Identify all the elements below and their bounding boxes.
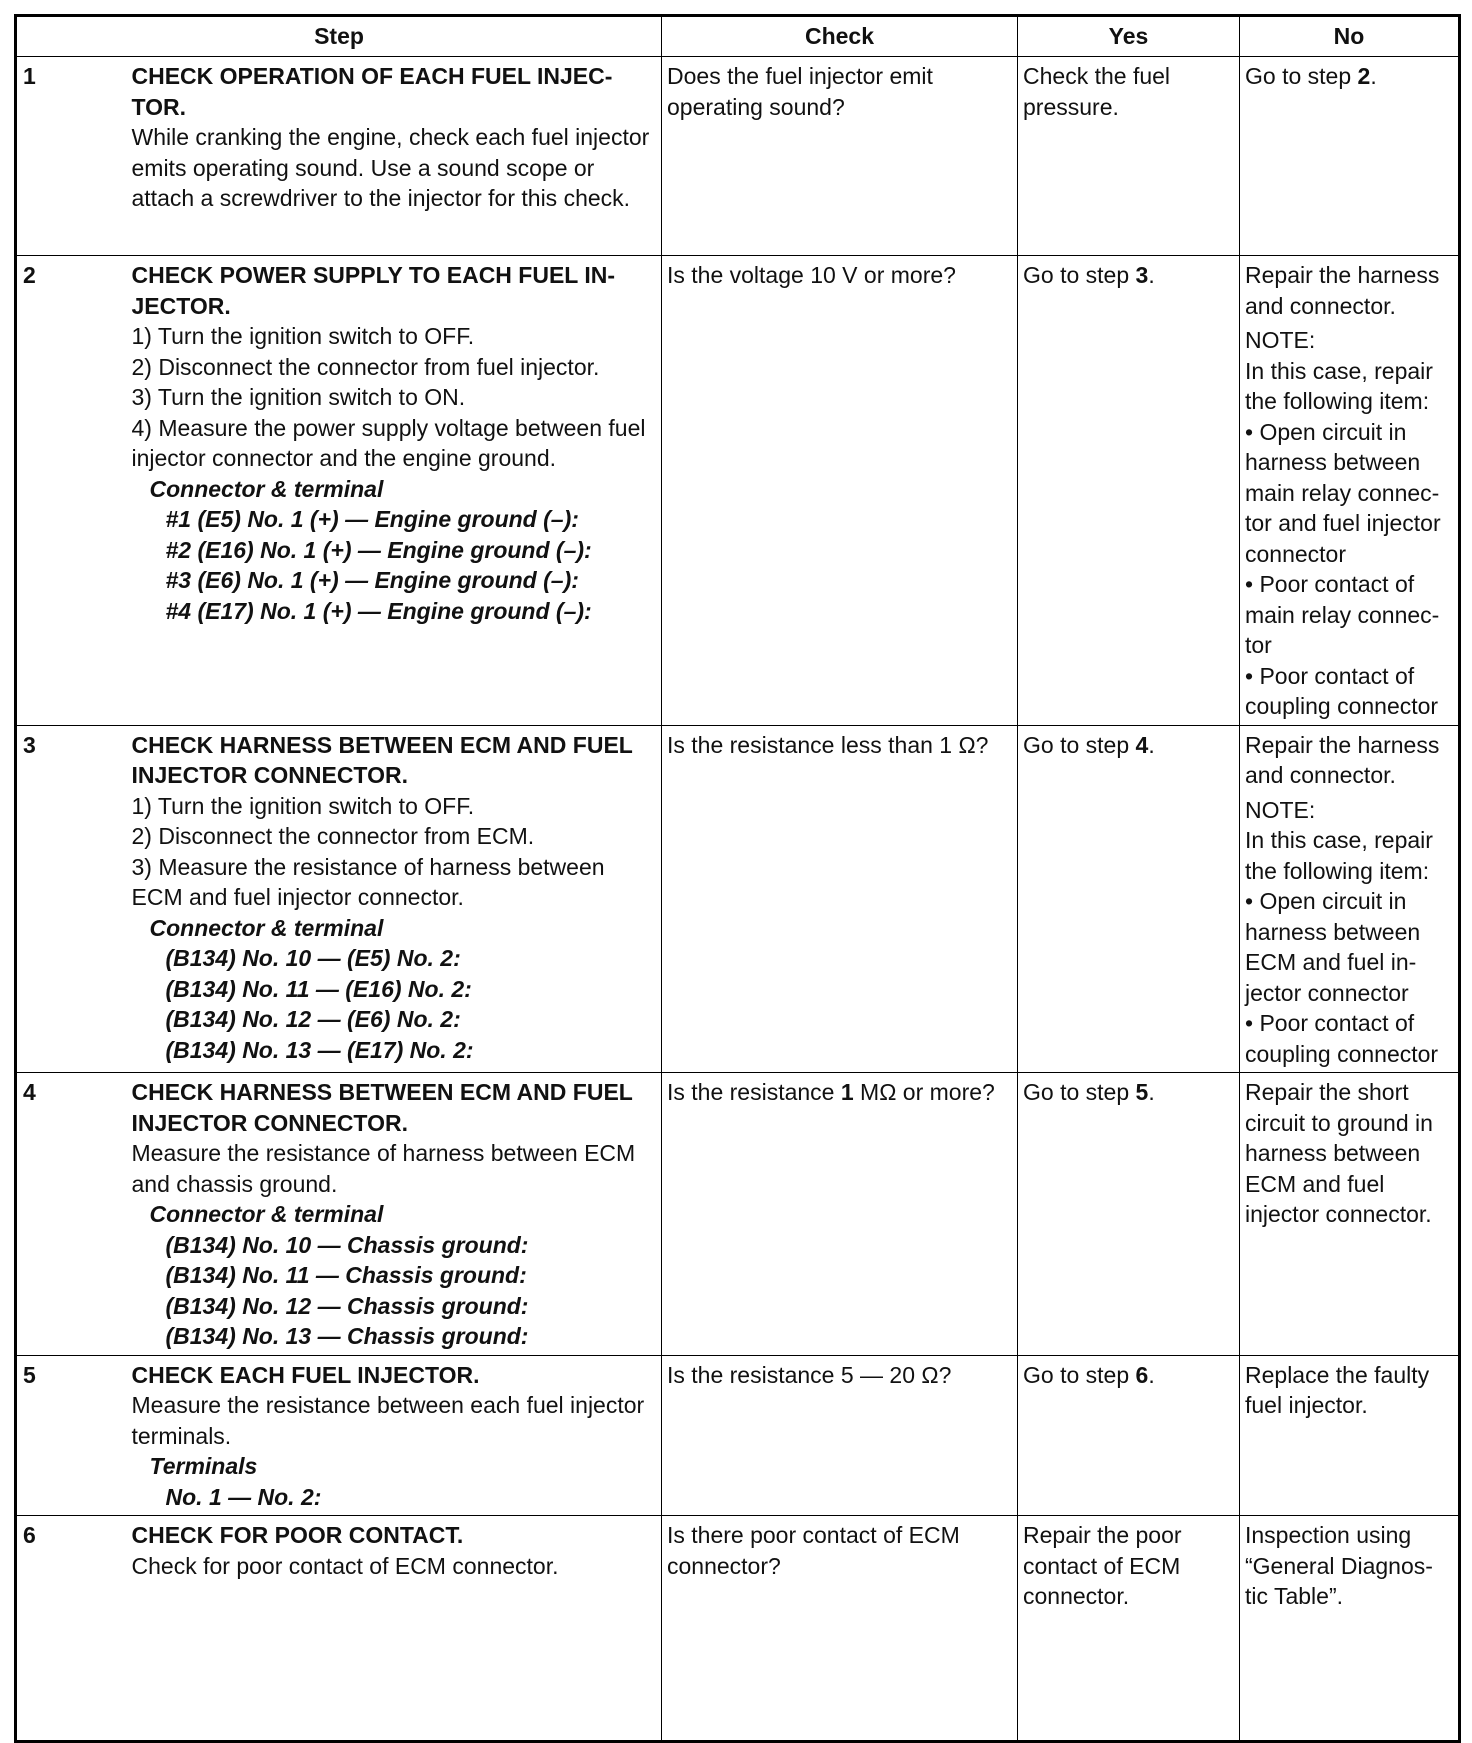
note-intro: In this case, repair the following item: bbox=[1245, 827, 1433, 884]
step-instruction: 2) Disconnect the connector from ECM. bbox=[131, 823, 535, 849]
step-number: 4 bbox=[16, 1073, 128, 1356]
step-cell bbox=[128, 1073, 662, 1356]
yes-step-ref: 5 bbox=[1135, 1079, 1149, 1105]
note-item: • Poor contact of coupling connector bbox=[1245, 1010, 1439, 1067]
note-label: NOTE: bbox=[1245, 796, 1316, 823]
yes-cell: Check the fuel pressure. bbox=[1018, 57, 1240, 256]
note-item: • Poor contact of coupling connector bbox=[1245, 662, 1439, 719]
yes-step-ref: 6 bbox=[1135, 1361, 1149, 1388]
connector-terminal-line: (B134) No. 11 — (E16) No. 2: bbox=[165, 975, 472, 1002]
connector-terminal-line: (B134) No. 11 — Chassis ground: bbox=[165, 1262, 527, 1288]
yes-step-ref: 3 bbox=[1135, 262, 1149, 288]
no-action: Repair the harness and connector. bbox=[1245, 262, 1440, 319]
note-item: • Open circuit in harness between ECM and fuel in-jector connector bbox=[1245, 888, 1421, 1006]
no-cell bbox=[1240, 725, 1460, 1073]
step-cell bbox=[128, 1516, 662, 1742]
diagnostic-table-sheet bbox=[14, 14, 1458, 1743]
step-number: 6 bbox=[16, 1516, 128, 1742]
note-label: NOTE: bbox=[1245, 327, 1316, 353]
step-title: CHECK POWER SUPPLY TO EACH FUEL IN-JECTOR. bbox=[131, 262, 615, 319]
step-instruction: 2) Disconnect the connector from fuel injector. bbox=[131, 353, 600, 380]
step-instruction: 4) Measure the power supply voltage between fuel injector connector and the engine ground. bbox=[131, 414, 646, 471]
step-title: CHECK HARNESS BETWEEN ECM AND FUEL INJECTOR CONNECTOR. bbox=[131, 731, 633, 788]
connector-terminal-label: Connector & terminal bbox=[149, 914, 384, 941]
table-row bbox=[16, 1355, 1460, 1516]
note-item: • Open circuit in harness between main relay connec-tor and fuel injector connector bbox=[1245, 418, 1441, 567]
yes-step-ref: 4 bbox=[1135, 731, 1149, 758]
step-cell bbox=[128, 1355, 662, 1516]
step-cell bbox=[128, 725, 662, 1073]
no-step-ref: 2 bbox=[1357, 63, 1371, 89]
no-cell: Go to step 2. bbox=[1240, 57, 1460, 256]
check-cell: Does the fuel injector emit operating sound? bbox=[662, 57, 1018, 256]
step-instruction: 3) Measure the resistance of harness between ECM and fuel injector connector. bbox=[131, 853, 605, 910]
step-instruction: While cranking the engine, check each fuel injector emits operating sound. Use a sound scope or attach a screwdriver to the injector for this check. bbox=[131, 124, 650, 211]
check-cell: Is the resistance 5 — 20 Ω? bbox=[662, 1355, 1018, 1516]
check-cell: Is the resistance 1 MΩ or more? bbox=[662, 1073, 1018, 1356]
step-title: CHECK FOR POOR CONTACT. bbox=[131, 1522, 464, 1548]
connector-terminal-line: #3 (E6) No. 1 (+) — Engine ground (–): bbox=[165, 567, 579, 593]
yes-cell: Go to step 5. bbox=[1018, 1073, 1240, 1356]
terminals-label: Terminals bbox=[149, 1453, 258, 1479]
terminals-line: No. 1 — No. 2: bbox=[165, 1483, 322, 1510]
yes-cell: Go to step 3. bbox=[1018, 256, 1240, 726]
step-instruction: 1) Turn the ignition switch to OFF. bbox=[131, 323, 475, 349]
header-yes: Yes bbox=[1018, 16, 1240, 57]
yes-cell: Go to step 4. bbox=[1018, 725, 1240, 1073]
step-cell bbox=[128, 256, 662, 726]
step-title: CHECK OPERATION OF EACH FUEL INJEC-TOR. bbox=[131, 63, 613, 120]
table-row bbox=[16, 1516, 1460, 1742]
step-instruction: Measure the resistance of harness between ECM and chassis ground. bbox=[131, 1140, 636, 1197]
step-instruction: Check for poor contact of ECM connector. bbox=[131, 1552, 559, 1579]
check-cell: Is there poor contact of ECM connector? bbox=[662, 1516, 1018, 1742]
check-cell: Is the voltage 10 V or more? bbox=[662, 256, 1018, 726]
step-cell bbox=[128, 57, 662, 256]
step-number: 3 bbox=[16, 725, 128, 1073]
connector-terminal-line: (B134) No. 13 — (E17) No. 2: bbox=[165, 1036, 474, 1063]
table-row bbox=[16, 1073, 1460, 1356]
no-action: Repair the harness and connector. bbox=[1245, 731, 1440, 788]
connector-terminal-line: #2 (E16) No. 1 (+) — Engine ground (–): bbox=[165, 536, 592, 563]
check-cell: Is the resistance less than 1 Ω? bbox=[662, 725, 1018, 1073]
yes-cell: Go to step 6. bbox=[1018, 1355, 1240, 1516]
no-cell: Repair the short circuit to ground in harness between ECM and fuel injector connector. bbox=[1240, 1073, 1460, 1356]
connector-terminal-line: (B134) No. 12 — Chassis ground: bbox=[165, 1292, 529, 1319]
step-title: CHECK HARNESS BETWEEN ECM AND FUEL INJECTOR CONNECTOR. bbox=[131, 1079, 633, 1136]
header-no: No bbox=[1240, 16, 1460, 57]
table-row bbox=[16, 256, 1460, 726]
table-row bbox=[16, 57, 1460, 256]
yes-cell: Repair the poor contact of ECM connector. bbox=[1018, 1516, 1240, 1742]
step-instruction: 1) Turn the ignition switch to OFF. bbox=[131, 792, 475, 819]
no-cell: Inspection using “General Diagnos-tic Table”. bbox=[1240, 1516, 1460, 1742]
connector-terminal-line: #1 (E5) No. 1 (+) — Engine ground (–): bbox=[165, 506, 579, 532]
connector-terminal-label: Connector & terminal bbox=[149, 1201, 384, 1227]
table-row bbox=[16, 725, 1460, 1073]
note-item: • Poor contact of main relay connec-tor bbox=[1245, 571, 1440, 658]
connector-terminal-line: (B134) No. 10 — (E5) No. 2: bbox=[165, 945, 461, 971]
connector-terminal-line: #4 (E17) No. 1 (+) — Engine ground (–): bbox=[165, 597, 592, 624]
step-number: 1 bbox=[16, 57, 128, 256]
note-intro: In this case, repair the following item: bbox=[1245, 357, 1433, 414]
no-cell bbox=[1240, 256, 1460, 726]
header-check: Check bbox=[662, 16, 1018, 57]
diagnostic-table bbox=[14, 14, 1461, 1743]
connector-terminal-line: (B134) No. 12 — (E6) No. 2: bbox=[165, 1006, 461, 1032]
no-cell: Replace the faulty fuel injector. bbox=[1240, 1355, 1460, 1516]
connector-terminal-line: (B134) No. 10 — Chassis ground: bbox=[165, 1231, 529, 1258]
header-step: Step bbox=[16, 16, 662, 57]
step-instruction: 3) Turn the ignition switch to ON. bbox=[131, 384, 466, 410]
connector-terminal-label: Connector & terminal bbox=[149, 475, 384, 502]
step-title: CHECK EACH FUEL INJECTOR. bbox=[131, 1361, 480, 1388]
step-instruction: Measure the resistance between each fuel injector terminals. bbox=[131, 1392, 645, 1449]
header-row bbox=[16, 16, 1460, 57]
step-number: 2 bbox=[16, 256, 128, 726]
connector-terminal-line: (B134) No. 13 — Chassis ground: bbox=[165, 1323, 529, 1349]
step-number: 5 bbox=[16, 1355, 128, 1516]
